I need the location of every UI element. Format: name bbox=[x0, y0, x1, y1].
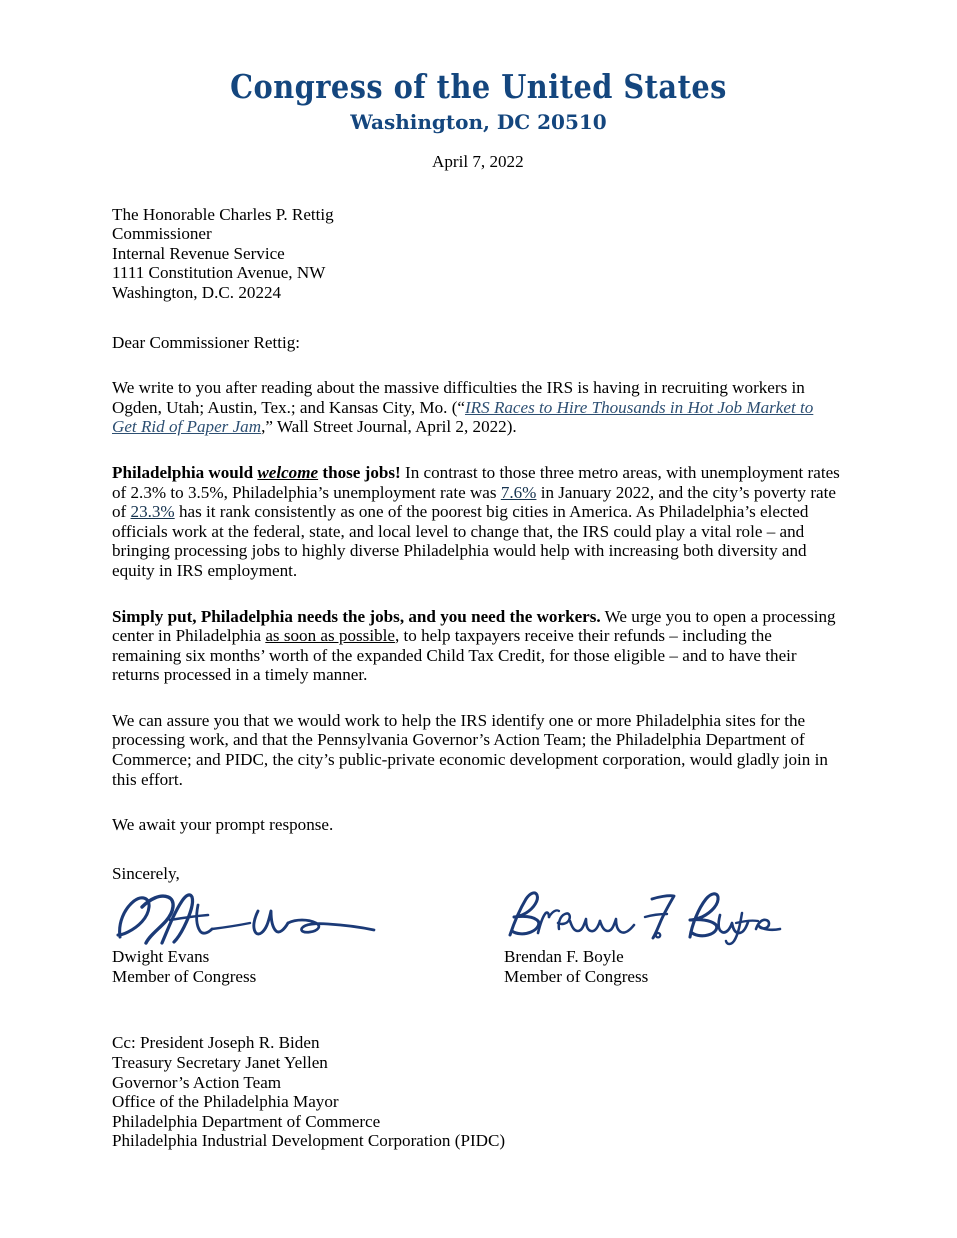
paragraph-2-bold-lead-b: those jobs! bbox=[318, 462, 401, 482]
signatory-block-brendan-boyle bbox=[504, 885, 794, 986]
paragraph-1-text-b: ,” Wall Street Journal, April 2, 2022). bbox=[261, 417, 517, 437]
wsj-article-link[interactable]: IRS Races to Hire Thousands in Hot Job Market to Get Rid of Paper Jam bbox=[112, 397, 814, 437]
signatory-name: Brendan F. Boyle bbox=[504, 947, 624, 967]
brendan-boyle-signature bbox=[504, 885, 794, 947]
paragraph-2-text-b: in January 2022, and the city’s poverty rate of bbox=[112, 482, 836, 522]
paragraph-1 bbox=[112, 378, 842, 437]
signature-area bbox=[112, 885, 842, 1001]
paragraph-2-text-a: In contrast to those three metro areas, with unemployment rates of 2.3% to 3.5%, Philadelphia’s unemployment rate was bbox=[112, 462, 840, 502]
cc-line: Philadelphia Industrial Development Corporation (PIDC) bbox=[112, 1131, 506, 1151]
as-soon-as-possible-emphasis: as soon as possible bbox=[265, 626, 395, 646]
paragraph-2-text-c: has it rank consistently as one of the poorest big cities in America. As Philadelphia’s elected officials work at the federal, state, and local level to change that, the IRS could play a vital role – and bringing processing jobs to highly diverse Philadelphia would help with increasing both diversity and equity in IRS employment. bbox=[112, 502, 809, 580]
addressee-line: Washington, D.C. 20224 bbox=[112, 282, 282, 302]
welcome-emphasis: welcome bbox=[257, 462, 319, 482]
letterhead-subtitle: Washington, DC 20510 bbox=[350, 109, 607, 134]
addressee-block bbox=[112, 205, 842, 303]
signatory-block-dwight-evans bbox=[112, 885, 402, 986]
paragraph-1-text-a: We write to you after reading about the massive difficulties the IRS is having in recruiting workers in Ogden, Utah; Austin, Tex.; and Kansas City, Mo. (“ bbox=[112, 378, 805, 417]
paragraph-5: We await your prompt response. bbox=[112, 815, 334, 835]
paragraph-3 bbox=[112, 607, 842, 685]
paragraph-3-text-b: , to help taxpayers receive their refunds – including the remaining six months’ worth of the expanded Child Tax Credit, for those eligible – and to have their returns processed in a timely manner. bbox=[112, 626, 797, 685]
salutation: Dear Commissioner Rettig: bbox=[112, 332, 301, 352]
poverty-rate-link[interactable]: 23.3% bbox=[130, 502, 175, 522]
cc-block bbox=[112, 1033, 842, 1151]
cc-line: Cc: President Joseph R. Biden bbox=[112, 1033, 320, 1053]
signatory-title: Member of Congress bbox=[504, 967, 649, 987]
paragraph-3-bold-lead: Simply put, Philadelphia needs the jobs, and you need the workers. bbox=[112, 606, 601, 626]
addressee-line: The Honorable Charles P. Rettig bbox=[112, 204, 334, 224]
paragraph-3-text-a: We urge you to open a processing center in Philadelphia bbox=[112, 606, 836, 646]
letter-body bbox=[112, 0, 842, 1151]
addressee-line: 1111 Constitution Avenue, NW bbox=[112, 263, 326, 283]
letterhead-title: Congress of the United States bbox=[230, 67, 727, 106]
cc-line: Treasury Secretary Janet Yellen bbox=[112, 1053, 328, 1073]
dwight-evans-signature bbox=[112, 885, 402, 947]
addressee-line: Internal Revenue Service bbox=[112, 243, 285, 263]
paragraph-2-bold-lead-a: Philadelphia would bbox=[112, 462, 258, 482]
closing-salutation: Sincerely, bbox=[112, 863, 180, 883]
paragraph-2 bbox=[112, 463, 842, 581]
cc-line: Governor’s Action Team bbox=[112, 1072, 282, 1092]
cc-line: Office of the Philadelphia Mayor bbox=[112, 1092, 339, 1112]
unemployment-rate-link[interactable]: 7.6% bbox=[500, 482, 537, 502]
paragraph-4: We can assure you that we would work to help the IRS identify one or more Philadelphia sites for the processing work, and that the Pennsylvania Governor’s Action Team; the Philadelphia Department of Commerce; and PIDC, the city’s public-private economic development corporation, would gladly join in this effort. bbox=[112, 710, 828, 789]
letter-date: April 7, 2022 bbox=[432, 152, 524, 171]
signatory-name: Dwight Evans bbox=[112, 947, 210, 967]
addressee-line: Commissioner bbox=[112, 224, 212, 244]
signatory-title: Member of Congress bbox=[112, 967, 257, 987]
cc-line: Philadelphia Department of Commerce bbox=[112, 1111, 381, 1131]
